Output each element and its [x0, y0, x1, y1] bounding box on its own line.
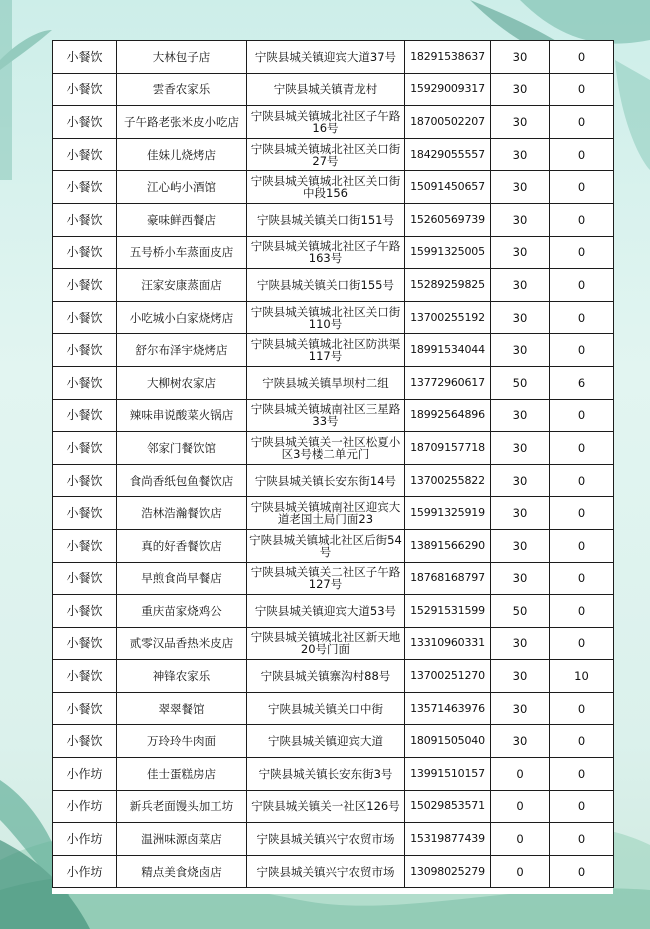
cell-phone: 18991534044	[405, 334, 491, 367]
cell-extra: 0	[550, 334, 614, 367]
cell-type: 小餐饮	[53, 660, 117, 693]
cell-type: 小餐饮	[53, 464, 117, 497]
cell-phone: 18429055557	[405, 138, 491, 171]
cell-phone: 15991325005	[405, 236, 491, 269]
cell-name: 食尚香纸包鱼餐饮店	[117, 464, 247, 497]
cell-seats: 30	[491, 497, 550, 530]
cell-seats: 30	[491, 269, 550, 302]
table-row	[53, 562, 614, 595]
cell-phone: 15929009317	[405, 73, 491, 106]
cell-seats: 0	[491, 855, 550, 888]
cell-name: 万玲玲牛肉面	[117, 725, 247, 758]
cell-type: 小作坊	[53, 855, 117, 888]
cell-extra: 6	[550, 366, 614, 399]
cell-phone: 15260569739	[405, 203, 491, 236]
table-row	[53, 855, 614, 888]
cell-extra: 0	[550, 692, 614, 725]
cell-seats: 30	[491, 432, 550, 465]
cell-type: 小餐饮	[53, 562, 117, 595]
cell-address: 宁陕县城关镇城北社区新天地20号门面	[247, 627, 405, 660]
cell-phone: 18700502207	[405, 106, 491, 139]
table-row	[53, 236, 614, 269]
cell-address: 宁陕县城关镇迎宾大道53号	[247, 595, 405, 628]
cell-seats: 30	[491, 203, 550, 236]
cell-extra: 0	[550, 269, 614, 302]
cell-seats: 30	[491, 562, 550, 595]
cell-address: 宁陕县城关镇城北社区关口街中段156	[247, 171, 405, 204]
table-row	[53, 138, 614, 171]
cell-address: 宁陕县城关镇城南社区迎宾大道老国土局门面23	[247, 497, 405, 530]
cell-name: 雲香农家乐	[117, 73, 247, 106]
table-row	[53, 73, 614, 106]
cell-phone: 13991510157	[405, 758, 491, 791]
cell-name: 神锋农家乐	[117, 660, 247, 693]
cell-phone: 18091505040	[405, 725, 491, 758]
cell-type: 小餐饮	[53, 432, 117, 465]
cell-type: 小作坊	[53, 790, 117, 823]
table-row	[53, 106, 614, 139]
cell-extra: 0	[550, 790, 614, 823]
bamboo-top-left	[0, 0, 52, 180]
cell-type: 小餐饮	[53, 334, 117, 367]
table-row	[53, 464, 614, 497]
cell-phone: 13098025279	[405, 855, 491, 888]
cell-phone: 18291538637	[405, 41, 491, 74]
cell-type: 小餐饮	[53, 725, 117, 758]
table-row	[53, 627, 614, 660]
cell-name: 豪味鲜西餐店	[117, 203, 247, 236]
cell-address: 宁陕县城关镇兴宁农贸市场	[247, 823, 405, 856]
cell-phone: 13700255822	[405, 464, 491, 497]
cell-name: 邻家门餐饮馆	[117, 432, 247, 465]
cell-seats: 30	[491, 106, 550, 139]
cell-extra: 0	[550, 595, 614, 628]
cell-extra: 10	[550, 660, 614, 693]
cell-address: 宁陕县城关镇关口中街	[247, 692, 405, 725]
cell-type: 小餐饮	[53, 627, 117, 660]
cell-name: 舒尔布泽宇烧烤店	[117, 334, 247, 367]
cell-address: 宁陕县城关镇迎宾大道37号	[247, 41, 405, 74]
cell-name: 温洲味源卤菜店	[117, 823, 247, 856]
cell-extra: 0	[550, 758, 614, 791]
cell-phone: 13571463976	[405, 692, 491, 725]
cell-phone: 13772960617	[405, 366, 491, 399]
table-row	[53, 203, 614, 236]
cell-type: 小餐饮	[53, 366, 117, 399]
cell-seats: 0	[491, 758, 550, 791]
cell-name: 浩林浩瀚餐饮店	[117, 497, 247, 530]
cell-phone: 15029853571	[405, 790, 491, 823]
cell-type: 小餐饮	[53, 497, 117, 530]
cell-name: 佳士蛋糕房店	[117, 758, 247, 791]
cell-seats: 30	[491, 529, 550, 562]
table-row	[53, 399, 614, 432]
table-row	[53, 660, 614, 693]
cell-phone: 15291531599	[405, 595, 491, 628]
cell-extra: 0	[550, 73, 614, 106]
cell-seats: 30	[491, 236, 550, 269]
cell-phone: 13891566290	[405, 529, 491, 562]
cell-extra: 0	[550, 855, 614, 888]
cell-extra: 0	[550, 301, 614, 334]
cell-name: 重庆苗家烧鸡公	[117, 595, 247, 628]
cell-address: 宁陕县城关镇城北社区后街54号	[247, 529, 405, 562]
cell-seats: 30	[491, 171, 550, 204]
cell-seats: 30	[491, 692, 550, 725]
table-row	[53, 595, 614, 628]
table-row	[53, 529, 614, 562]
cell-name: 翠翠餐馆	[117, 692, 247, 725]
cell-name: 大柳树农家店	[117, 366, 247, 399]
cell-phone: 13700255192	[405, 301, 491, 334]
cell-extra: 0	[550, 529, 614, 562]
cell-name: 真的好香餐饮店	[117, 529, 247, 562]
cell-type: 小餐饮	[53, 529, 117, 562]
cell-address: 宁陕县城关镇关一社区126号	[247, 790, 405, 823]
cell-extra: 0	[550, 497, 614, 530]
cell-type: 小作坊	[53, 758, 117, 791]
table-row	[53, 497, 614, 530]
cell-address: 宁陕县城关镇关口街151号	[247, 203, 405, 236]
table-row	[53, 301, 614, 334]
cell-address: 宁陕县城关镇关一社区松夏小区3号楼二单元门	[247, 432, 405, 465]
cell-extra: 0	[550, 725, 614, 758]
cell-address: 宁陕县城关镇城北社区防洪渠117号	[247, 334, 405, 367]
cell-type: 小餐饮	[53, 236, 117, 269]
cell-seats: 30	[491, 334, 550, 367]
cell-phone: 18768168797	[405, 562, 491, 595]
cell-phone: 15991325919	[405, 497, 491, 530]
cell-address: 宁陕县城关镇兴宁农贸市场	[247, 855, 405, 888]
cell-seats: 30	[491, 301, 550, 334]
cell-address: 宁陕县城关镇关二社区子午路127号	[247, 562, 405, 595]
cell-address: 宁陕县城关镇寨沟村88号	[247, 660, 405, 693]
cell-address: 宁陕县城关镇旱坝村二组	[247, 366, 405, 399]
cell-type: 小餐饮	[53, 399, 117, 432]
cell-extra: 0	[550, 171, 614, 204]
cell-extra: 0	[550, 823, 614, 856]
cell-name: 新兵老面馒头加工坊	[117, 790, 247, 823]
cell-seats: 30	[491, 627, 550, 660]
cell-type: 小餐饮	[53, 269, 117, 302]
cell-extra: 0	[550, 236, 614, 269]
cell-name: 早煎食尚早餐店	[117, 562, 247, 595]
cell-type: 小餐饮	[53, 203, 117, 236]
table-row	[53, 725, 614, 758]
cell-type: 小餐饮	[53, 171, 117, 204]
cell-extra: 0	[550, 203, 614, 236]
cell-type: 小餐饮	[53, 138, 117, 171]
cell-phone: 15091450657	[405, 171, 491, 204]
cell-seats: 30	[491, 399, 550, 432]
cell-extra: 0	[550, 106, 614, 139]
cell-type: 小餐饮	[53, 301, 117, 334]
cell-address: 宁陕县城关镇城北社区子午路16号	[247, 106, 405, 139]
cell-address: 宁陕县城关镇城南社区三星路33号	[247, 399, 405, 432]
cell-name: 江心屿小酒馆	[117, 171, 247, 204]
cell-name: 五号桥小车蒸面皮店	[117, 236, 247, 269]
cell-phone: 13700251270	[405, 660, 491, 693]
cell-name: 佳妹儿烧烤店	[117, 138, 247, 171]
cell-extra: 0	[550, 464, 614, 497]
cell-name: 子午路老张米皮小吃店	[117, 106, 247, 139]
cell-address: 宁陕县城关镇城北社区关口街27号	[247, 138, 405, 171]
cell-seats: 30	[491, 73, 550, 106]
cell-type: 小餐饮	[53, 106, 117, 139]
cell-type: 小餐饮	[53, 595, 117, 628]
cell-seats: 30	[491, 138, 550, 171]
table-row	[53, 692, 614, 725]
cell-seats: 30	[491, 41, 550, 74]
cell-name: 大林包子店	[117, 41, 247, 74]
cell-type: 小餐饮	[53, 692, 117, 725]
table-row	[53, 334, 614, 367]
table-row	[53, 823, 614, 856]
cell-seats: 50	[491, 595, 550, 628]
cell-address: 宁陕县城关镇迎宾大道	[247, 725, 405, 758]
cell-name: 汪家安康蒸面店	[117, 269, 247, 302]
table-row	[53, 41, 614, 74]
cell-name: 小吃城小白家烧烤店	[117, 301, 247, 334]
cell-address: 宁陕县城关镇城北社区关口街110号	[247, 301, 405, 334]
cell-phone: 18992564896	[405, 399, 491, 432]
cell-name: 辣味串说酸菜火锅店	[117, 399, 247, 432]
table-body	[53, 41, 614, 888]
cell-extra: 0	[550, 562, 614, 595]
cell-address: 宁陕县城关镇城北社区子午路163号	[247, 236, 405, 269]
table-row	[53, 432, 614, 465]
cell-seats: 0	[491, 790, 550, 823]
cell-seats: 50	[491, 366, 550, 399]
cell-name: 精点美食烧卤店	[117, 855, 247, 888]
cell-extra: 0	[550, 627, 614, 660]
table-row	[53, 171, 614, 204]
cell-address: 宁陕县城关镇长安东街3号	[247, 758, 405, 791]
cell-phone: 15319877439	[405, 823, 491, 856]
table-row	[53, 758, 614, 791]
cell-phone: 18709157718	[405, 432, 491, 465]
table-row	[53, 269, 614, 302]
cell-seats: 0	[491, 823, 550, 856]
cell-seats: 30	[491, 464, 550, 497]
cell-extra: 0	[550, 138, 614, 171]
cell-type: 小作坊	[53, 823, 117, 856]
cell-name: 贰零汉品香热米皮店	[117, 627, 247, 660]
table-row	[53, 790, 614, 823]
cell-seats: 30	[491, 660, 550, 693]
cell-address: 宁陕县城关镇青龙村	[247, 73, 405, 106]
cell-extra: 0	[550, 41, 614, 74]
cell-extra: 0	[550, 399, 614, 432]
restaurant-table	[52, 40, 614, 888]
cell-phone: 13310960331	[405, 627, 491, 660]
table-row	[53, 366, 614, 399]
cell-extra: 0	[550, 432, 614, 465]
cell-type: 小餐饮	[53, 73, 117, 106]
cell-phone: 15289259825	[405, 269, 491, 302]
cell-type: 小餐饮	[53, 41, 117, 74]
cell-address: 宁陕县城关镇长安东街14号	[247, 464, 405, 497]
cell-address: 宁陕县城关镇关口街155号	[247, 269, 405, 302]
cell-seats: 30	[491, 725, 550, 758]
